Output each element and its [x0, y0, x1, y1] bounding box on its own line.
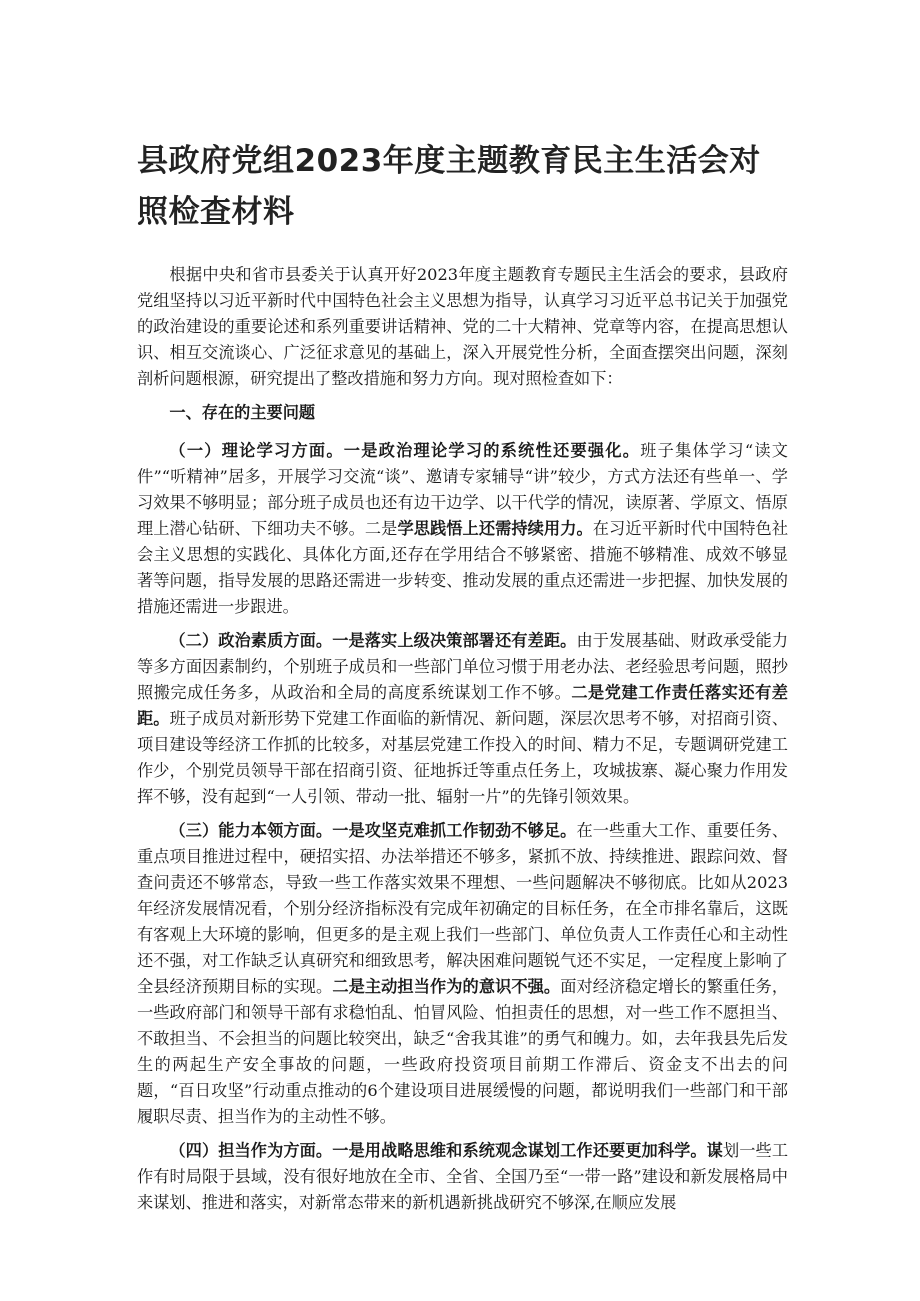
paragraph-theory-study: [137, 438, 788, 620]
document-title: 县政府党组2023年度主题教育民主生活会对照检查材料: [137, 143, 761, 230]
paragraph-bold: 二是主动担当作为的意识不强。: [332, 977, 561, 996]
paragraph-text: 由于发展基础、财政承受能力等多方面因素制约，个别班子成员和一些部门单位习惯于用老办法、老经验思考问题，照抄照搬完成任务多，从政治和全局的高度系统谋划工作不够。: [137, 631, 789, 702]
paragraph-bold: 二是党建工作责任落实还有差距。: [137, 683, 788, 728]
paragraph-capability: [137, 818, 788, 1130]
paragraph-text: 划一些工作有时局限于县域，没有很好地放在全市、全省、全国乃至“一带一路”建设和新发展格局中来谋划、推进和落实，对新常态带来的新机遇新挑战研究不够深,在顺应发展: [137, 1141, 789, 1212]
paragraph-responsibility: [137, 1138, 788, 1216]
intro-paragraph: 根据中央和省市县委关于认真开好2023年度主题教育专题民主生活会的要求，县政府党组坚持以习近平新时代中国特色社会主义思想为指导，认真学习习近平总书记关于加强党的政治建设的重要论述和系列重要讲话精神、党的二十大精神、党章等内容，在提高思想认识、相互交流谈心、广泛征求意见的基础上，深入开展党性分析，全面查摆突出问题，深刻剖析问题根源，研究提出了整改措施和努力方向。现对照检查如下：: [137, 265, 788, 388]
paragraph-text: 在一些重大工作、重要任务、重点项目推进过程中，硬招实招、办法举措还不够多，紧抓不放、持续推进、跟踪问效、督查问责还不够常态，导致一些工作落实效果不理想、一些问题解决不够彻底。比如从2023年经济发展情况看，个别分经济指标没有完成年初确定的目标任务，在全市排名靠后，这既有客观上大环境的影响，但更多的是主观上我们一些部门、单位负责人工作责任心和主动性还不强，对工作缺乏认真研究和细致思考，解决困难问题锐气还不实足，一定程度上影响了全县经济预期目标的实现。: [137, 821, 789, 996]
paragraph-lead: （一）理论学习方面。一是政治理论学习的系统性还要强化。: [169, 441, 641, 460]
paragraph-lead: （二）政治素质方面。一是落实上级决策部署还有差距。: [169, 631, 577, 650]
section-heading: 一、存在的主要问题: [169, 403, 316, 422]
paragraph-lead: （四）担当作为方面。一是用战略思维和系统观念谋划工作还要更加科学。谋: [169, 1141, 723, 1160]
paragraph-text: 班子成员对新形势下党建工作面临的新情况、新问题，深层次思考不够，对招商引资、项目建设等经济工作抓的比较多，对基层党建工作投入的时间、精力不足，专题调研党建工作少，个别党员领导干部在招商引资、征地拆迁等重点任务上，攻城拔寨、凝心聚力作用发挥不够，没有起到“一人引领、带动一批、辐射一片”的先锋引领效果。: [137, 709, 789, 806]
paragraph-text: 班子集体学习“读文件”“听精神”居多，开展学习交流“谈”、邀请专家辅导“讲”较少，方式方法还有些单一、学习效果不够明显；部分班子成员也还有边干边学、以干代学的情况，读原著、学原文、悟原理上潜心钻研、下细功夫不够。二是: [137, 441, 788, 538]
paragraph-lead: （三）能力本领方面。一是攻坚克难抓工作韧劲不够足。: [169, 821, 577, 840]
paragraph-text: 在习近平新时代中国特色社会主义思想的实践化、具体化方面,还存在学用结合不够紧密、措施不够精准、成效不够显著等问题，指导发展的思路还需进一步转变、推动发展的重点还需进一步把握、加快发展的措施还需进一步跟进。: [137, 519, 789, 616]
paragraph-text: 面对经济稳定增长的繁重任务，一些政府部门和领导干部有求稳怕乱、怕冒风险、怕担责任的思想，对一些工作不愿担当、不敢担当、不会担当的问题比较突出，缺乏“舍我其谁”的勇气和魄力。如，去年我县先后发生的两起生产安全事故的问题，一些政府投资项目前期工作滞后、资金支不出去的问题，“百日攻坚”行动重点推动的6个建设项目进展缓慢的问题，都说明我们一些部门和干部履职尽责、担当作为的主动性不够。: [137, 977, 789, 1126]
paragraph-political-quality: [137, 628, 788, 810]
paragraph-bold: 学思践悟上还需持续用力。: [397, 519, 593, 538]
